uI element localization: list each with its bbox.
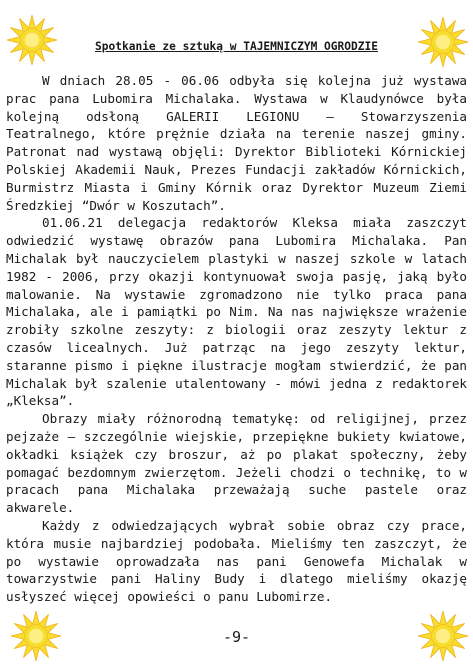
paragraph: 01.06.21 delegacja redaktorów Kleksa miała zaszczyt odwiedzić wystawę obrazów pana Lubomira Michalaka. Pan Michalak był nauczycielem plastyki w naszej szkole w latach 1982 - 2006, przy okazji kontynuował swoja pasję, jaką było malowanie. Na wystawie zgromadzono nie tylko praca pana Michalaka, ale i pamiątki po Nim. Na nas największe wrażenie zrobiły szkolne zeszyty: z biologii oraz zeszyty lektur z czasów licealnych. Już patrząc na jego zeszyty lektur, staranne pismo i piękne ilustracje mogłam stwierdzić, że pan Michalak był szalenie utalentowany - mówi jedna z redaktorek „Kleksa”. — [6, 215, 467, 409]
paragraph: Każdy z odwiedzających wybrał sobie obraz czy prace, która musie najbardziej podobała. Mieliśmy ten zaszczyt, że po wystawie oprowadzała nas pani Genowefa Michalak w towarzystwie pani Haliny Budy i dlatego mieliśmy okazję usłyszeć więcej opowieści o panu Lubomirze. — [6, 517, 467, 605]
article-body — [6, 72, 467, 606]
paragraph: W dniach 28.05 - 06.06 odbyła się kolejna już wystawa prac pana Lubomira Michalaka. Wystawa w Klaudynówce była kolejną odsłoną GALERII LEGIONU – Stowarzyszenia Teatralnego, które prężnie działa na terenie naszej gminy. Patronat nad wystawą objęli: Dyrektor Biblioteki Kórnickiej Polskiej Akademii Nauk, Prezes Fundacji zakładów Kórnickich, Burmistrz Miasta i Gminy Kórnik oraz Dyrektor Muzeum Ziemi Średzkiej “Dwór w Koszutach”. — [6, 73, 467, 213]
page-number: -9- — [222, 628, 251, 646]
article-title: Spotkanie ze sztuką w TAJEMNICZYM OGRODZIE — [95, 40, 378, 53]
paragraph: Obrazy miały różnorodną tematykę: od religijnej, przez pejzaże – szczególnie wiejskie, przepiękne bukiety kwiatowe, okładki książek czy broszur, aż po plakat społeczny, żeby pomagać bezdomnym zwierzętom. Jeżeli chodzi o technikę, to w pracach pana Michalaka przeważają suche pastele oraz akwarele. — [6, 411, 467, 516]
